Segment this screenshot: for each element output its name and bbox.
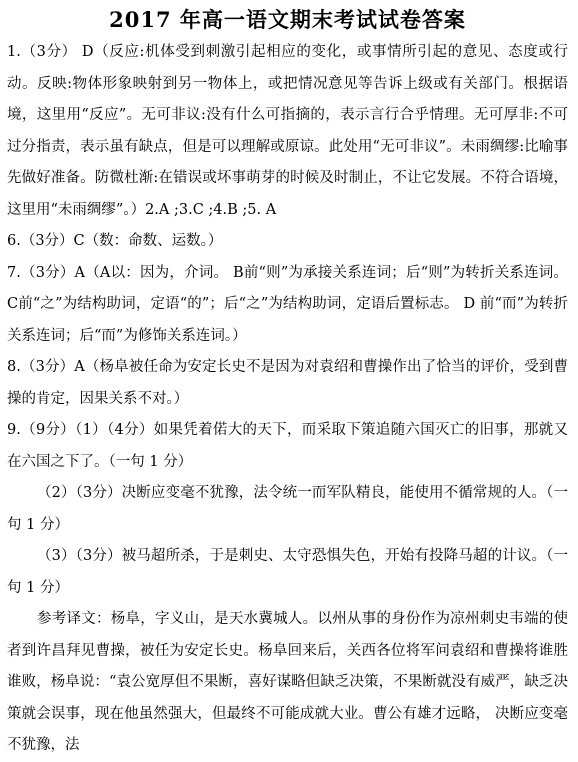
answer-9-part-1: 9.（9分）（1）（4分）如果凭着偌大的天下，而采取下策追随六国灭亡的旧事，那就又在六国之下了。（一句 1 分） — [7, 422, 568, 470]
answer-6: 6.（3分）C（数：命数、运数。） — [7, 233, 223, 249]
answer-1-5: 1.（3分） D（反应:机体受到刺激引起相应的变化，或事情所引起的意见、态度或行动。反映:物体形象映射到另一物体上，或把情况意见等告诉上级或有关部门。根据语境，这里用“反应”。无可非议:没有什么可指摘的，表示言行合乎情理。无可厚非:不可过分指责，表示虽有缺点，但是可以理解或原谅。此处用“无可非议”。未雨绸缪:比喻事先做好准备。防微杜渐:在错误或坏事萌芽的时候及时制止，不让它发展。不符合语境，这里用“未雨绸缪”。）2.A ;3.C ;4.B ;5. A — [7, 44, 568, 218]
document-title: 2017 年高一语文期末考试试卷答案 — [109, 7, 466, 32]
answer-7: 7.（3分）A（A以：因为，介词。 B前“则”为承接关系连词；后“则”为转折关系连词。C前“之”为结构助词，定语“的”；后“之”为结构助词，定语后置标志。 D 前“而”为转折关系连词；后“而”为修饰关系连词。） — [7, 264, 568, 344]
answer-9-part-3: （3）（3分）被马超所杀，于是刺史、太守恐惧失色，开始有投降马超的计议。（一句 1 分） — [7, 548, 568, 596]
reference-translation: 参考译文：杨阜，字义山，是天水冀城人。以州从事的身份作为凉州刺史韦端的使者到许昌拜见曹操，被任为安定长史。杨阜回来后，关西各位将军问袁绍和曹操将谁胜 谁败，杨阜说：“袁公宽厚但不果断，喜好谋略但缺乏决策，不果断就没有威严，缺乏决策就会误事，现在他虽然强大，但最终不可能成就大业。曹公有雄才远略， 决断应变毫不犹豫，法 — [7, 611, 568, 753]
answer-8: 8.（3分）A（杨阜被任命为安定长史不是因为对袁绍和曹操作出了恰当的评价，受到曹操的肯定，因果关系不对。） — [7, 359, 568, 407]
answer-9-part-2: （2）（3分）决断应变毫不犹豫，法令统一而军队精良，能使用不循常规的人。（一句 1 分） — [7, 485, 568, 533]
